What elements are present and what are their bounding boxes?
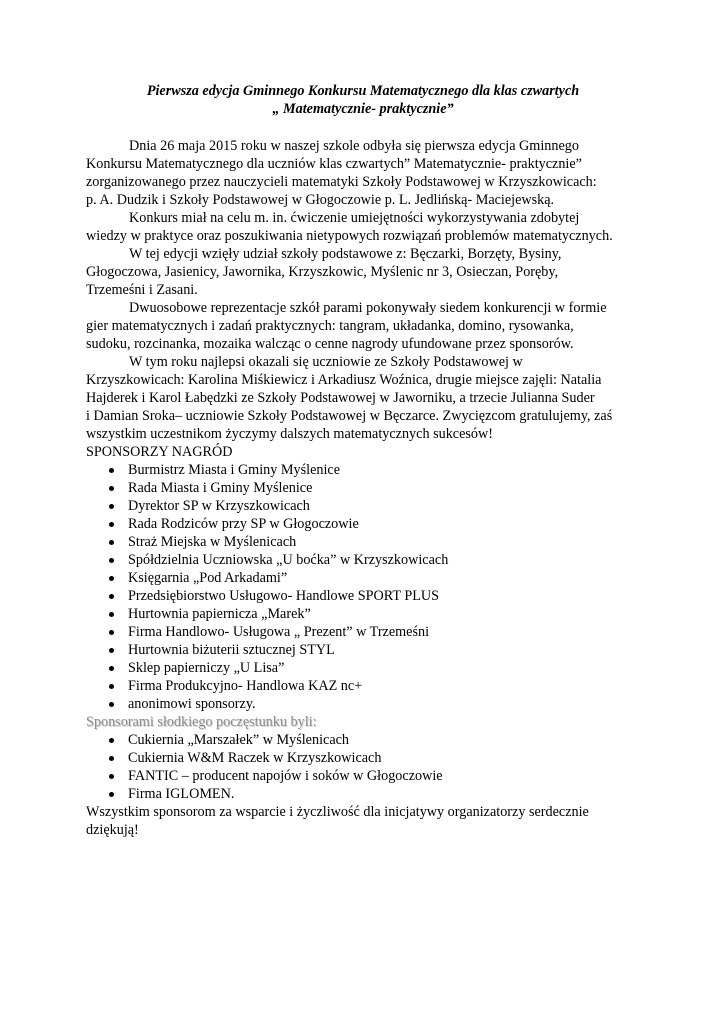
- list-item: Księgarnia „Pod Arkadami”: [86, 569, 640, 587]
- list-item: Firma Produkcyjno- Handlowa KAZ nc+: [86, 677, 640, 695]
- intro-line: Dnia 26 maja 2015 roku w naszej szkole odbyła się pierwsza edycja Gminnego: [129, 138, 579, 154]
- list-item: Firma IGLOMEN.: [86, 785, 640, 803]
- list-item: Hurtownia biżuterii sztucznej STYL: [86, 641, 640, 659]
- schools-line: Trzemeśni i Zasani.: [86, 282, 198, 298]
- snack-sponsors-heading: Sponsorami słodkiego poczęstunku byli:: [86, 714, 317, 730]
- intro-line: p. A. Dudzik i Szkoły Podstawowej w Głogoczowie p. L. Jedlińską- Maciejewską.: [86, 192, 555, 208]
- snack-sponsors-list: [86, 731, 640, 803]
- list-item: Rada Miasta i Gminy Myślenice: [86, 479, 640, 497]
- list-item: Firma Handlowo- Usługowa „ Prezent” w Trzemeśni: [86, 623, 640, 641]
- results-line: Krzyszkowicach: Karolina Miśkiewicz i Arkadiusz Woźnica, drugie miejsce zajęli: Natalia: [86, 372, 602, 388]
- list-item: Burmistrz Miasta i Gminy Myślenice: [86, 461, 640, 479]
- list-item: FANTIC – producent napojów i soków w Głogoczowie: [86, 767, 640, 785]
- list-item: Rada Rodziców przy SP w Głogoczowie: [86, 515, 640, 533]
- competition-line: sudoku, rozcinanka, mozaika walcząc o cenne nagrody ufundowane przez sponsorów.: [86, 336, 574, 352]
- list-item: Dyrektor SP w Krzyszkowicach: [86, 497, 640, 515]
- thanks-line: Wszystkim sponsorom za wsparcie i życzliwość dla inicjatywy organizatorzy serdecznie: [86, 804, 589, 820]
- results-line: wszystkim uczestnikom życzymy dalszych matematycznych sukcesów!: [86, 426, 493, 442]
- list-item: Spółdzielnia Uczniowska „U boćka” w Krzyszkowicach: [86, 551, 640, 569]
- schools-line: Głogoczowa, Jasienicy, Jawornika, Krzyszkowic, Myślenic nr 3, Osieczan, Poręby,: [86, 264, 559, 280]
- results-line: Hajderek i Karol Łabędzki ze Szkoły Podstawowej w Jaworniku, a trzecie Julianna Suder: [86, 390, 595, 406]
- thanks-line: dziękują!: [86, 822, 139, 838]
- paragraph-schools: [86, 245, 640, 299]
- sponsors-heading: SPONSORZY NAGRÓD: [86, 444, 233, 460]
- paragraph-intro: [86, 137, 640, 209]
- list-item: Cukiernia W&M Raczek w Krzyszkowicach: [86, 749, 640, 767]
- sponsors-list: [86, 461, 640, 713]
- results-line: i Damian Sroka– uczniowie Szkoły Podstawowej w Bęczarce. Zwycięzcom gratulujemy, zaś: [86, 408, 613, 424]
- list-item: Hurtownia papiernicza „Marek”: [86, 605, 640, 623]
- results-line: W tym roku najlepsi okazali się uczniowie ze Szkoły Podstawowej w: [129, 354, 523, 370]
- schools-line: W tej edycji wzięły udział szkoły podstawowe z: Bęczarki, Borzęty, Bysiny,: [129, 246, 562, 262]
- paragraph-aim: [86, 209, 640, 245]
- document-body: [86, 82, 640, 839]
- competition-line: gier matematycznych i zadań praktycznych: tangram, układanka, domino, rysowanka,: [86, 318, 574, 334]
- paragraph-competition: [86, 299, 640, 353]
- list-item: Straż Miejska w Myślenicach: [86, 533, 640, 551]
- thanks-paragraph: [86, 803, 640, 839]
- title-line-2: „ Matematycznie- praktycznie”: [272, 101, 454, 117]
- list-item: anonimowi sponsorzy.: [86, 695, 640, 713]
- title-line-1: Pierwsza edycja Gminnego Konkursu Matematycznego dla klas czwartych: [146, 83, 580, 99]
- aim-line: wiedzy w praktyce oraz poszukiwania nietypowych rozwiązań problemów matematycznych.: [86, 228, 613, 244]
- intro-line: Konkursu Matematycznego dla uczniów klas czwartych” Matematycznie- praktycznie”: [86, 156, 582, 172]
- paragraph-results: [86, 353, 640, 443]
- intro-line: zorganizowanego przez nauczycieli matematyki Szkoły Podstawowej w Krzyszkowicach:: [86, 174, 597, 190]
- competition-line: Dwuosobowe reprezentacje szkół parami pokonywały siedem konkurencji w formie: [129, 300, 607, 316]
- list-item: Sklep papierniczy „U Lisa”: [86, 659, 640, 677]
- aim-line: Konkurs miał na celu m. in. ćwiczenie umiejętności wykorzystywania zdobytej: [129, 210, 580, 226]
- list-item: Przedsiębiorstwo Usługowo- Handlowe SPORT PLUS: [86, 587, 640, 605]
- list-item: Cukiernia „Marszałek” w Myślenicach: [86, 731, 640, 749]
